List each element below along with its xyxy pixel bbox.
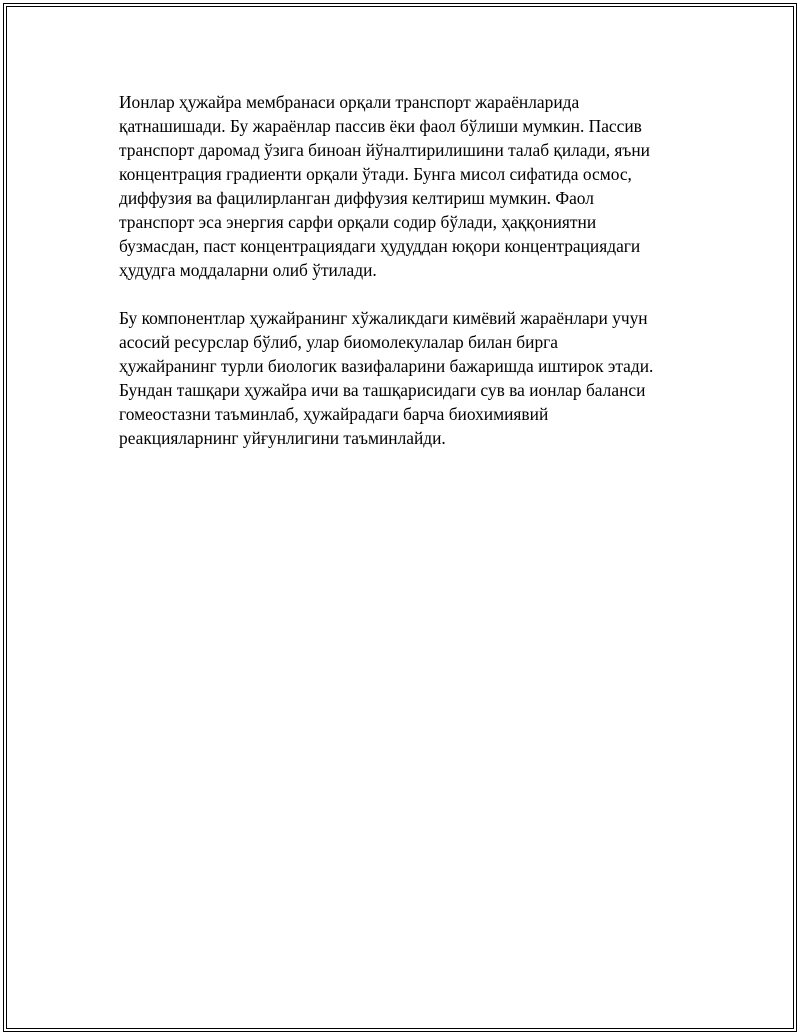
document-body — [119, 90, 689, 474]
paragraph-1: Ионлар ҳужайра мембранаси орқали транспорт жараёнларида қатнашишади. Бу жараёнлар пассив ёки фаол бўлиши мумкин. Пассив транспорт даромад ўзига биноан йўналтирилишини талаб қилади, яъни концентрация градиенти орқали ўтади. Бунга мисол сифатида осмос, диффузия ва фацилирланган диффузия келтириш мумкин. Фаол транспорт эса энергия сарфи орқали содир бўлади, ҳаққониятни бузмасдан, паст концентрациядаги ҳудуддан юқори концентрациядаги ҳудудга моддаларни олиб ўтилади. — [119, 92, 650, 280]
paragraph-2: Бу компонентлар ҳужайранинг хўжаликдаги кимёвий жараёнлари учун асосий ресурслар бўлиб, улар биомолекулалар билан бирга ҳужайранинг турли биологик вазифаларини бажаришда иштирок этади. Бундан ташқари ҳужайра ичи ва ташқарисидаги сув ва ионлар баланси гомеостазни таъминлаб, ҳужайрадаги барча биохимиявий реакцияларнинг уйғунлигини таъминлайди. — [119, 308, 654, 448]
